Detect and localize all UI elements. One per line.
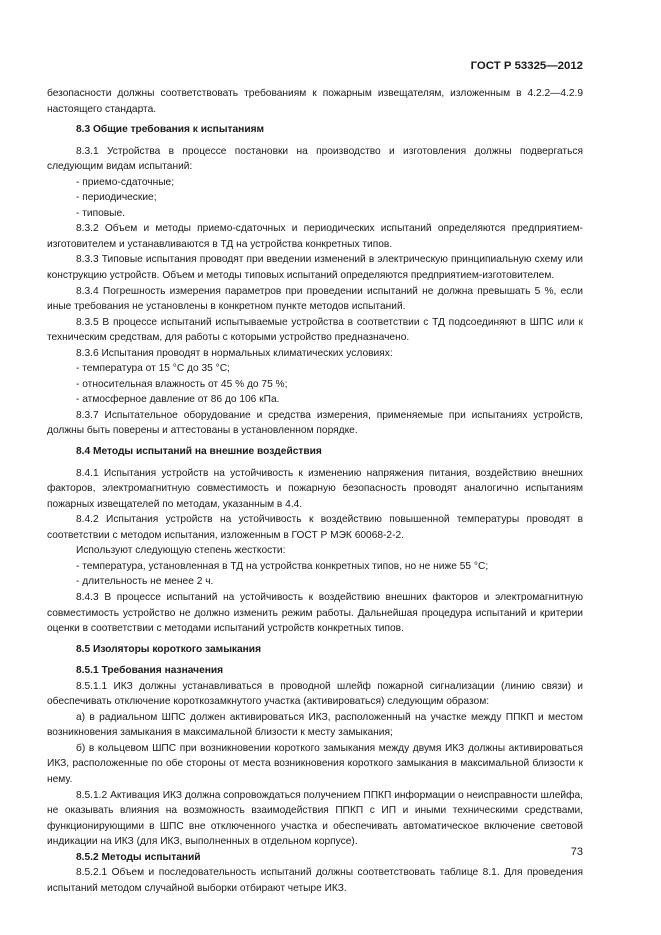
list-item: - температура от 15 °С до 35 °С; xyxy=(76,363,230,375)
paragraph: Используют следующую степень жесткости: xyxy=(76,545,286,557)
paragraph-8-3-1: 8.3.1 Устройства в процессе постановки на производство и изготовления должны подвергаться следующим видам испытаний: xyxy=(47,145,583,173)
subsection-heading-8-5-2: 8.5.2 Методы испытаний xyxy=(76,851,201,863)
page-number: 73 xyxy=(570,846,583,858)
subsection-heading-8-5-1: 8.5.1 Требования назначения xyxy=(76,665,224,677)
section-heading-8-4: 8.4 Методы испытаний на внешние воздействия xyxy=(76,446,322,458)
list-item: - температура, установленная в ТД на устройства конкретных типов, но не ниже 55 °С; xyxy=(76,560,489,572)
list-item: - относительная влажность от 45 % до 75 %; xyxy=(76,378,288,390)
paragraph-8-5-2-1: 8.5.2.1 Объем и последовательность испытаний должны соответствовать таблице 8.1. Для проведения испытаний методом случайной выборки отбирают четыре ИКЗ. xyxy=(47,867,583,894)
section-heading-8-5: 8.5 Изоляторы короткого замыкания xyxy=(76,643,262,655)
paragraph-8-3-7: 8.3.7 Испытательное оборудование и средства измерения, применяемые при испытаниях устройств, должны быть поверены и аттестованы в установленном порядке. xyxy=(47,409,583,437)
paragraph-8-3-3: 8.3.3 Типовые испытания проводят при введении изменений в электрическую принципиальную схему или конструкцию устройств. Объем и методы типовых испытаний определяются предприятием-изготовителем. xyxy=(47,254,583,282)
document-header: ГОСТ Р 53325—2012 xyxy=(470,60,583,72)
paragraph: безопасности должны соответствовать требованиям к пожарным извещателям, изложенным в 4.2.2—4.2.9 настоящего стандарта. xyxy=(47,88,583,115)
document-body xyxy=(47,86,583,896)
paragraph-8-3-6: 8.3.6 Испытания проводят в нормальных климатических условиях: xyxy=(76,347,393,359)
list-item: - приемо-сдаточные; xyxy=(76,176,175,188)
list-item: - периодические; xyxy=(76,192,157,204)
paragraph-8-5-1-1: 8.5.1.1 ИКЗ должны устанавливаться в проводной шлейф пожарной сигнализации (линию связи) и обеспечивать отключение короткозамкнутого участка (активироваться) следующим образом: xyxy=(47,680,583,708)
paragraph-8-4-2: 8.4.2 Испытания устройств на устойчивость к воздействию повышенной температуры проводят в соответствии с методом испытания, изложенным в ГОСТ Р МЭК 60068-2-2. xyxy=(47,514,583,541)
paragraph-8-4-3: 8.4.3 В процессе испытаний на устойчивость к воздействию внешних факторов и электромагнитную совместимость устройство не должно изменить режим работы. Дальнейшая процедура испытаний и критерии оценки в соответствии с методами испытаний устройств конкретных типов. xyxy=(47,591,583,635)
paragraph: б) в кольцевом ШПС при возникновении короткого замыкания между двумя ИКЗ должны активироваться ИКЗ, расположенные по обе стороны от места возникновения короткого замыкания в максимальной близости к нему. xyxy=(47,742,583,785)
paragraph-8-3-2: 8.3.2 Объем и методы приемо-сдаточных и периодических испытаний определяются предприятием-изготовителем и устанавливаются в ТД на устройства конкретных типов. xyxy=(47,223,583,250)
paragraph-8-3-5: 8.3.5 В процессе испытаний испытываемые устройства в соответствии с ТД подсоединяют в ШПС или к техническим средствам, для работы с которыми устройство предназначено. xyxy=(47,316,583,344)
paragraph-8-3-4: 8.3.4 Погрешность измерения параметров при проведении испытаний не должна превышать 5 %, если иные требования не установлены в конкретном пункте методов испытаний. xyxy=(47,285,583,313)
list-item: - атмосферное давление от 86 до 106 кПа. xyxy=(76,394,280,406)
list-item: - длительность не менее 2 ч. xyxy=(76,576,214,588)
paragraph: а) в радиальном ШПС должен активироваться ИКЗ, расположенный на участке между ППКП и местом возникновения замыкания в максимальной близости к месту замыкания; xyxy=(47,711,583,739)
paragraph-8-4-1: 8.4.1 Испытания устройств на устойчивость к изменению напряжения питания, воздействию внешних факторов, электромагнитную совместимость и пожарную безопасность проводят аналогично испытаниям пожарных извещателей по методам, указанным в 4.4. xyxy=(47,467,583,510)
section-heading-8-3: 8.3 Общие требования к испытаниям xyxy=(76,124,265,136)
list-item: - типовые. xyxy=(76,207,125,219)
paragraph-8-5-1-2: 8.5.1.2 Активация ИКЗ должна сопровождаться получением ППКП информации о неисправности шлейфа, не оказывать влияния на возможность взаимодействия ППКП с ИП и иными техническими средствами, функционирующими в ШПС вне отключенного участка и обеспечивать автоматическое включение световой индикации на ИКЗ (для ИКЗ, выполненных в отдельном корпусе). xyxy=(47,789,583,848)
